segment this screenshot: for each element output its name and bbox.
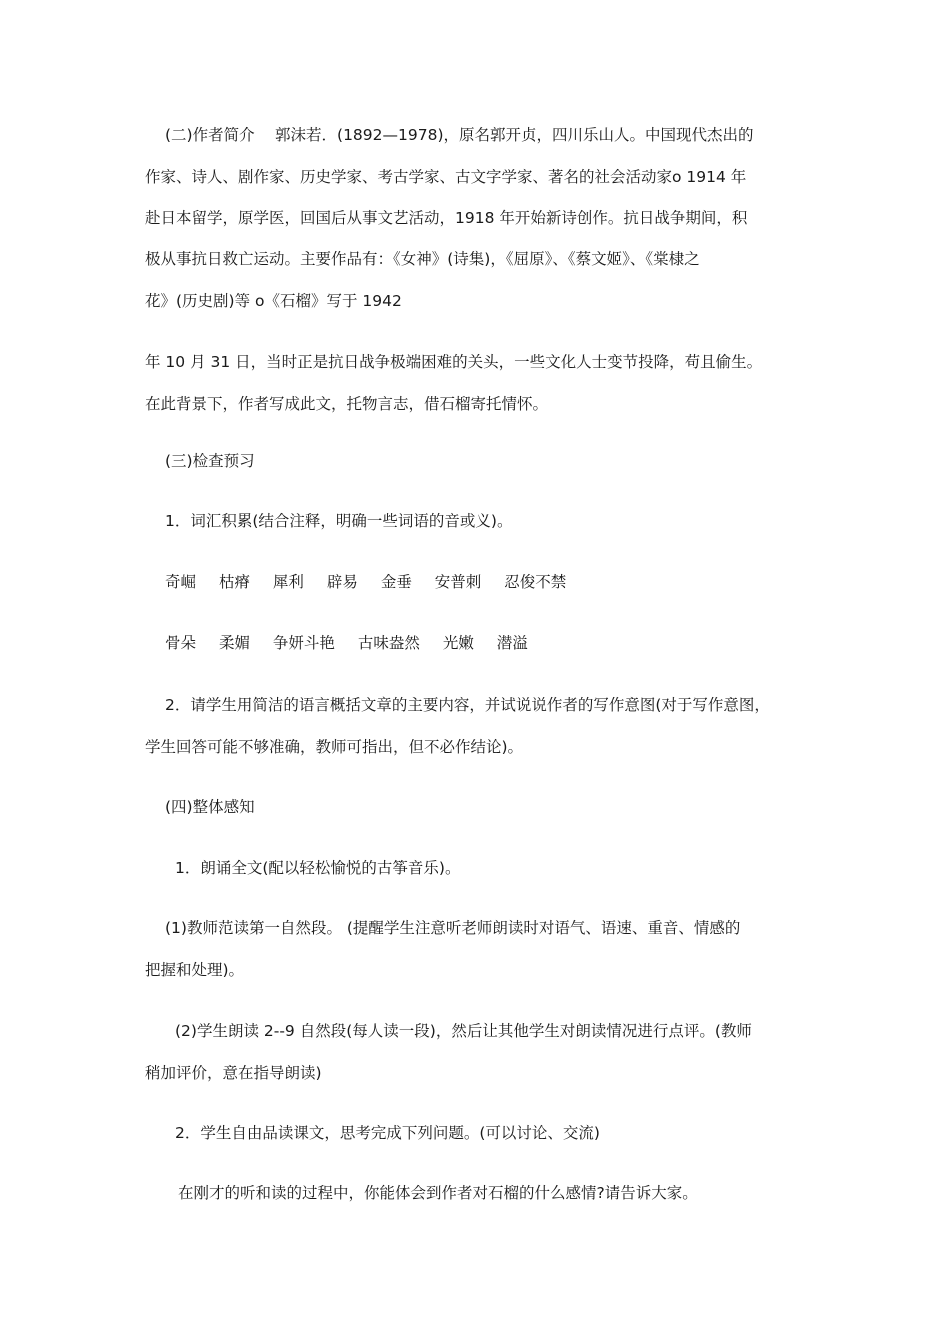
author-intro-line-1: (二)作者简介 郭沫若．(1892—1978)，原名郭开贞，四川乐山人。中国现代杰出的 bbox=[165, 126, 754, 144]
vocab-word: 柔媚 bbox=[218, 634, 250, 652]
free-reading-item: 2．学生自由品读课文，思考完成下列问题。(可以讨论、交流) bbox=[175, 1124, 600, 1142]
author-intro-line-6: 年 10 月 31 日，当时正是抗日战争极端困难的关头，一些文化人士变节投降，苟且偷生。 bbox=[145, 353, 763, 371]
vocab-word: 忍俊不禁 bbox=[504, 573, 567, 591]
section-heading-preview: (三)检查预习 bbox=[165, 452, 255, 470]
teacher-reading-line-1: (1)教师范读第一自然段。 (提醒学生注意听老师朗读时对语气、语速、重音、情感的 bbox=[165, 919, 741, 937]
vocab-word: 金垂 bbox=[380, 573, 412, 591]
vocabulary-words-row-1 bbox=[165, 571, 566, 593]
student-reading-line-1: (2)学生朗读 2--9 自然段(每人读一段)，然后让其他学生对朗读情况进行点评。(教师 bbox=[175, 1022, 752, 1040]
vocab-word: 古味盎然 bbox=[357, 634, 420, 652]
vocab-word: 潜溢 bbox=[496, 634, 528, 652]
vocab-word: 枯瘠 bbox=[218, 573, 250, 591]
vocab-word: 奇崛 bbox=[165, 573, 197, 591]
summary-task-line-1: 2．请学生用简洁的语言概括文章的主要内容，并试说说作者的写作意图(对于写作意图， bbox=[165, 696, 770, 714]
author-intro-line-7: 在此背景下，作者写成此文，托物言志，借石榴寄托情怀。 bbox=[145, 395, 549, 413]
author-intro-line-5: 花》(历史剧)等 o《石榴》写于 1942 bbox=[145, 292, 402, 310]
vocab-word: 光嫩 bbox=[442, 634, 474, 652]
vocab-word: 安普刺 bbox=[434, 573, 482, 591]
vocab-word: 犀利 bbox=[272, 573, 304, 591]
discussion-question: 在刚才的听和读的过程中，你能体会到作者对石榴的什么感情?请告诉大家。 bbox=[178, 1184, 698, 1202]
author-intro-line-2: 作家、诗人、剧作家、历史学家、考古学家、古文字学家、著名的社会活动家o 1914 年 bbox=[145, 168, 747, 186]
vocabulary-words-row-2 bbox=[165, 632, 528, 654]
teacher-reading-line-2: 把握和处理)。 bbox=[145, 961, 245, 979]
recitation-item: 1．朗诵全文(配以轻松愉悦的古筝音乐)。 bbox=[175, 859, 461, 877]
summary-task-line-2: 学生回答可能不够准确，教师可指出，但不必作结论)。 bbox=[145, 738, 524, 756]
student-reading-line-2: 稍加评价，意在指导朗读) bbox=[145, 1064, 322, 1082]
author-intro-line-4: 极从事抗日救亡运动。主要作品有：《女神》(诗集)，《屈原》、《蔡文姬》、《棠棣之 bbox=[145, 250, 700, 268]
vocabulary-item: 1．词汇积累(结合注释，明确一些词语的音或义)。 bbox=[165, 512, 513, 530]
section-heading-overall: (四)整体感知 bbox=[165, 798, 255, 816]
vocab-word: 辟易 bbox=[326, 573, 358, 591]
vocab-word: 骨朵 bbox=[165, 634, 197, 652]
vocab-word: 争妍斗艳 bbox=[272, 634, 335, 652]
author-intro-line-3: 赴日本留学，原学医，回国后从事文艺活动，1918 年开始新诗创作。抗日战争期间，积 bbox=[145, 209, 748, 227]
